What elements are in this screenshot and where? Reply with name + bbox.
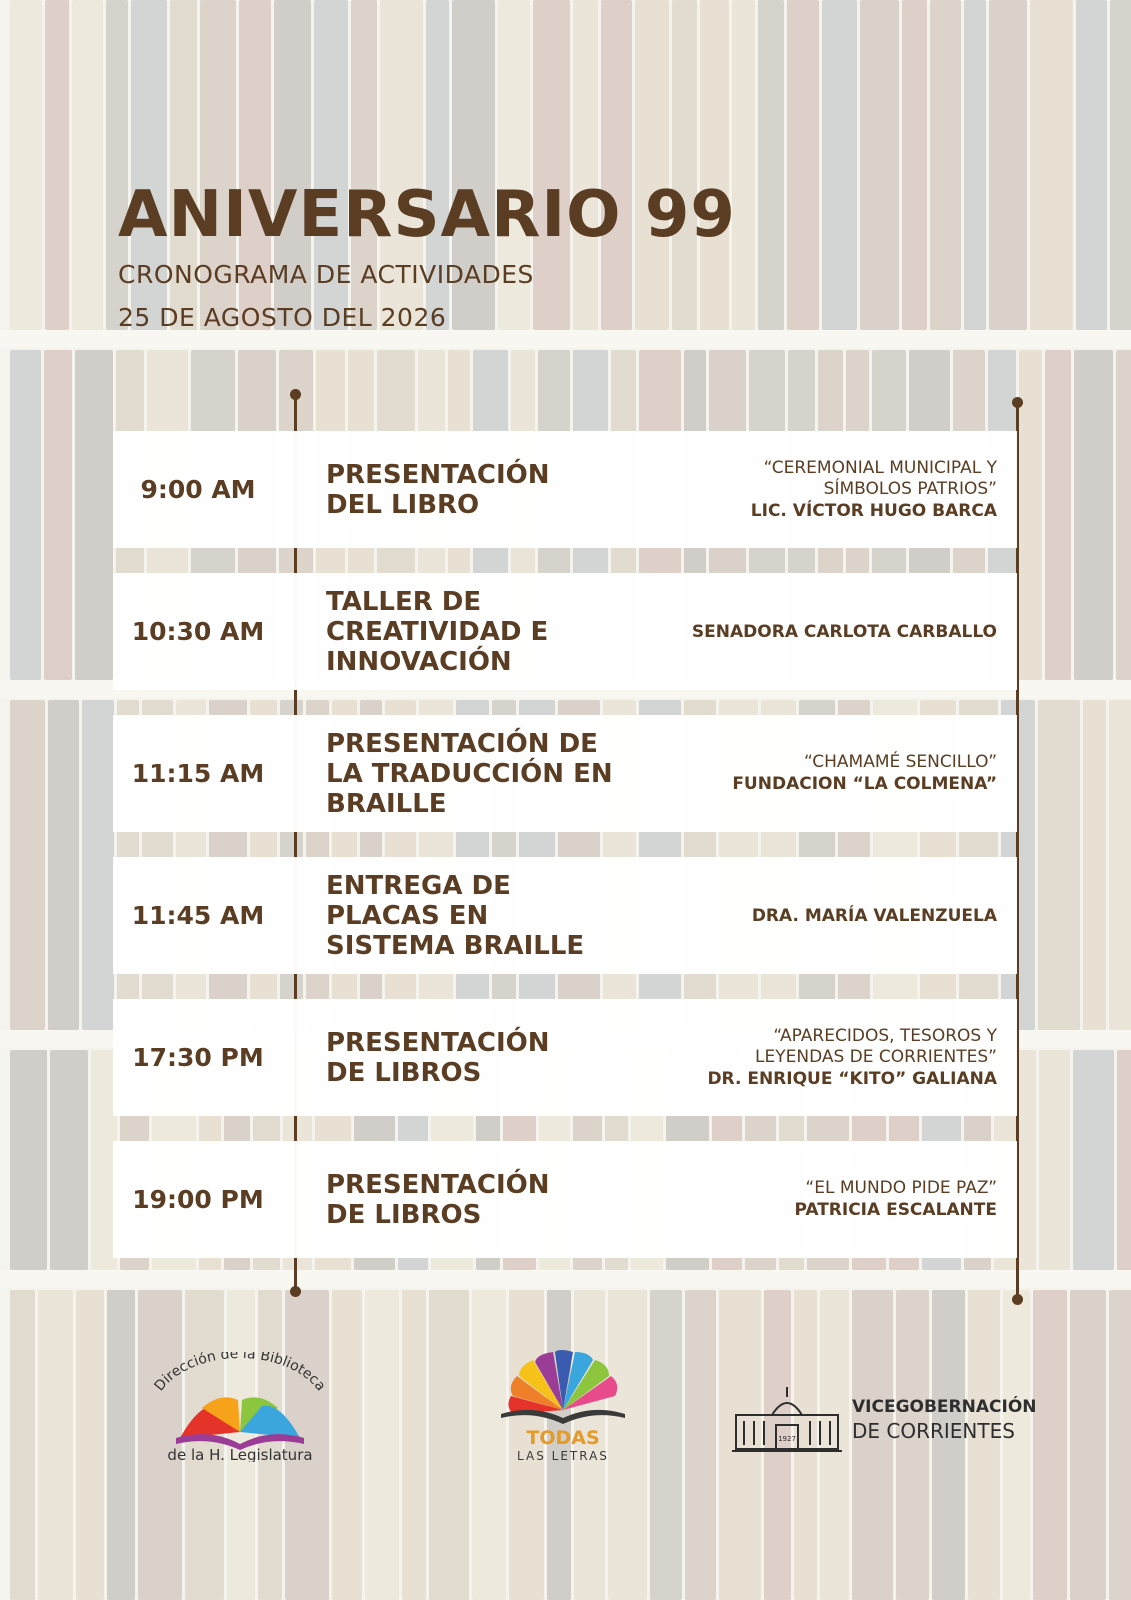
- schedule-detail: [627, 573, 997, 690]
- schedule-detail: [627, 857, 997, 974]
- schedule-work-title: “CEREMONIAL MUNICIPAL Y SÍMBOLOS PATRIOS”: [763, 457, 997, 499]
- vicegobernacion-title: VICEGOBERNACIÓN: [852, 1397, 1037, 1417]
- building-year-label: 1927: [778, 1435, 796, 1443]
- todas-logo-subtitle: LAS LETRAS: [517, 1449, 609, 1463]
- schedule-detail: [627, 715, 997, 832]
- timeline-dot: [1012, 1294, 1023, 1305]
- timeline-dot: [290, 1286, 301, 1297]
- schedule-time: 17:30 PM: [132, 1043, 264, 1072]
- schedule-detail: [627, 1141, 997, 1258]
- schedule-time: 19:00 PM: [132, 1185, 264, 1214]
- schedule-speaker: DR. ENRIQUE “KITO” GALIANA: [707, 1068, 997, 1089]
- schedule-speaker: DRA. MARÍA VALENZUELA: [751, 905, 997, 926]
- vicegobernacion-logo: [732, 1385, 1037, 1455]
- schedule-work-title: “APARECIDOS, TESOROS Y LEYENDAS DE CORRIENTES”: [755, 1025, 997, 1067]
- schedule-detail: [627, 431, 997, 548]
- schedule-speaker: SENADORA CARLOTA CARBALLO: [691, 621, 997, 642]
- schedule-work-title: “CHAMAMÉ SENCILLO”: [804, 752, 997, 772]
- schedule-row: [113, 573, 1017, 690]
- timeline-dot: [290, 389, 301, 400]
- schedule-activity: PRESENTACIÓN DEL LIBRO: [326, 459, 550, 520]
- todas-las-letras-logo-mark: [493, 1350, 633, 1465]
- vicegobernacion-subtitle: DE CORRIENTES: [852, 1419, 1015, 1443]
- schedule-activity: PRESENTACIÓN DE LIBROS: [326, 1169, 550, 1230]
- biblioteca-logo: [140, 1352, 340, 1462]
- schedule-time: 9:00 AM: [140, 475, 256, 504]
- todas-las-letras-logo: [493, 1350, 633, 1465]
- schedule-activity: TALLER DE CREATIVIDAD E INNOVACIÓN: [326, 586, 549, 677]
- legislature-building-icon: [732, 1385, 842, 1455]
- schedule-detail: [627, 999, 997, 1116]
- event-date: 25 DE AGOSTO DEL 2026: [118, 303, 447, 332]
- biblioteca-logo-mark: [140, 1352, 340, 1462]
- schedule-work-title: “EL MUNDO PIDE PAZ”: [805, 1178, 997, 1198]
- schedule-activity: PRESENTACIÓN DE LA TRADUCCIÓN EN BRAILLE: [326, 728, 613, 819]
- svg-text:Dirección de la Biblioteca: [151, 1352, 328, 1394]
- schedule-time: 11:15 AM: [131, 759, 265, 788]
- biblioteca-logo-subtitle: de la H. Legislatura: [167, 1446, 313, 1462]
- page-subtitle: CRONOGRAMA DE ACTIVIDADES: [118, 260, 534, 289]
- timeline-dot: [1012, 397, 1023, 408]
- schedule-row: [113, 431, 1017, 548]
- todas-logo-title: TODAS: [526, 1427, 600, 1449]
- schedule-speaker: FUNDACION “LA COLMENA”: [732, 774, 997, 794]
- schedule-time: 11:45 AM: [131, 901, 265, 930]
- biblioteca-logo-arc-text: Dirección de la Biblioteca: [151, 1352, 329, 1395]
- schedule-speaker: LIC. VÍCTOR HUGO BARCA: [750, 500, 997, 521]
- schedule-time: 10:30 AM: [131, 617, 265, 646]
- schedule-row: [113, 857, 1017, 974]
- schedule-row: [113, 999, 1017, 1116]
- page-title: ANIVERSARIO 99: [118, 178, 736, 252]
- schedule-row: [113, 1141, 1017, 1258]
- schedule-activity: PRESENTACIÓN DE LIBROS: [326, 1027, 550, 1088]
- schedule-row: [113, 715, 1017, 832]
- schedule-speaker: PATRICIA ESCALANTE: [794, 1200, 997, 1220]
- schedule-activity: ENTREGA DE PLACAS EN SISTEMA BRAILLE: [326, 870, 585, 961]
